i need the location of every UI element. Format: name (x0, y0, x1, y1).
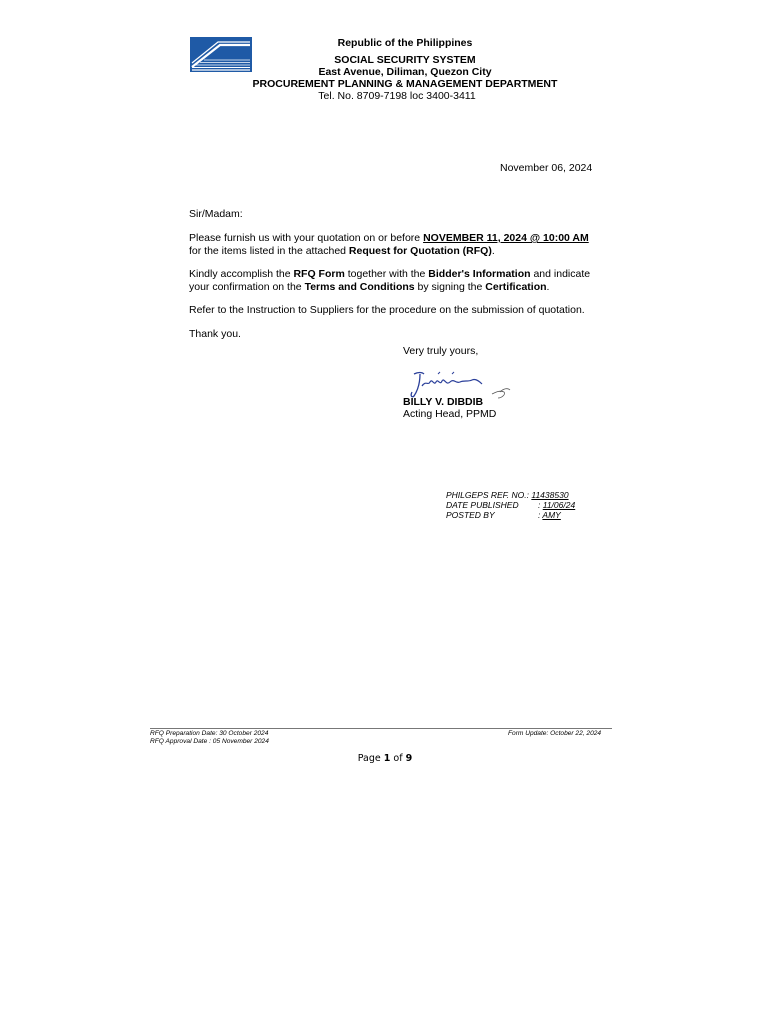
rfq-text: Request for Quotation (RFQ) (348, 244, 492, 257)
org-name: SOCIAL SECURITY SYSTEM (334, 54, 476, 66)
rfq-approval-date: RFQ Approval Date : 05 November 2024 (150, 738, 269, 745)
philgeps-date-row: DATE PUBLISHED : 11/06/24 (446, 500, 576, 510)
salutation: Sir/Madam: (189, 208, 243, 220)
letter-date: November 06, 2024 (500, 162, 593, 174)
signer-title: Acting Head, PPMD (403, 408, 497, 420)
thanks: Thank you. (189, 328, 241, 340)
philgeps-posted-row: POSTED BY : AMY (446, 510, 561, 520)
deadline-text: NOVEMBER 11, 2024 @ 10:00 AM (423, 232, 589, 244)
signer-name: BILLY V. DIBDIB (403, 396, 484, 408)
page-number: Page 1 of 9 (357, 753, 413, 764)
philgeps-ref-row: PHILGEPS REF. NO.: 11438530 (446, 490, 569, 500)
paragraph-deadline: Please furnish us with your quotation on or before NOVEMBER 11, 2024 @ 10:00 AM for the items listed in the attached Request for Quotation (RFQ). (189, 232, 589, 257)
paragraph-instructions: Kindly accomplish the RFQ Form together with the Bidder's Information and indicate your confirmation on the Terms and Conditions by signing the Certification. (189, 268, 591, 293)
paragraph-refer: Refer to the Instruction to Suppliers for the procedure on the submission of quotation. (189, 304, 585, 316)
form-update-date: Form Update: October 22, 2024 (508, 730, 602, 737)
philgeps-ref-value: 11438530 (531, 490, 569, 500)
telephone: Tel. No. 8709-7198 loc 3400-3411 (318, 90, 476, 102)
closing: Very truly yours, (403, 345, 479, 357)
philgeps-block (446, 490, 575, 520)
footer-divider (150, 728, 612, 729)
department-name: PROCUREMENT PLANNING & MANAGEMENT DEPARTMENT (252, 78, 558, 90)
rfq-preparation-date: RFQ Preparation Date: 30 October 2024 (150, 730, 269, 737)
philgeps-date-value: 11/06/24 (542, 500, 576, 510)
org-address: East Avenue, Diliman, Quezon City (318, 66, 492, 78)
philgeps-posted-value: AMY (542, 510, 561, 520)
country-line: Republic of the Philippines (337, 37, 473, 49)
